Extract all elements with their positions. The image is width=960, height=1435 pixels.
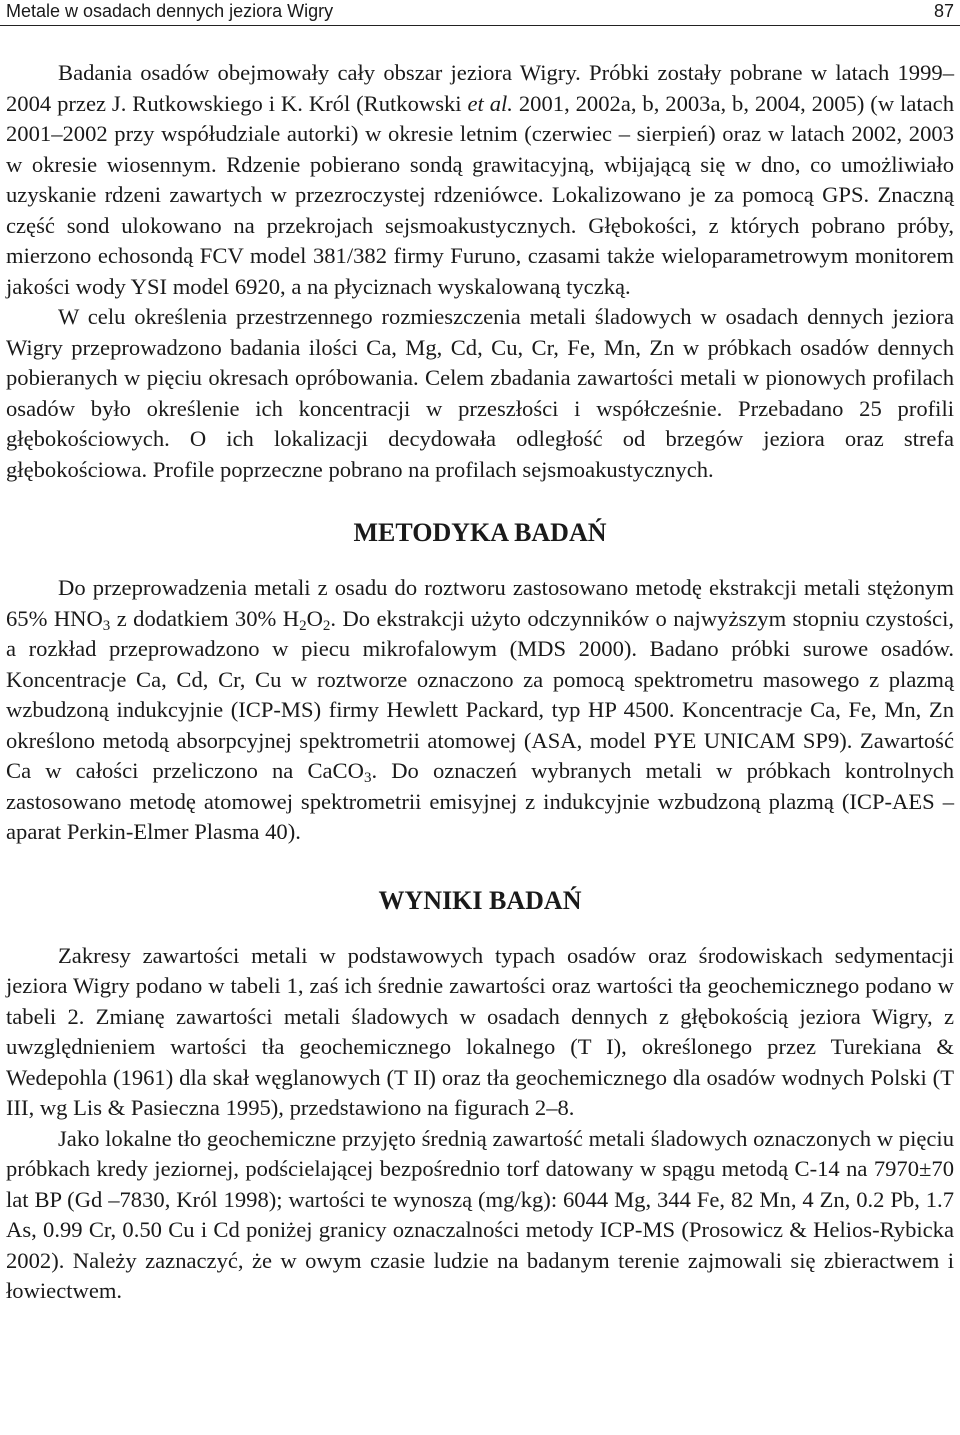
wyniki-paragraph-2: Jako lokalne tło geochemiczne przyjęto średnią zawartość metali śladowych oznaczonych w pięciu próbkach kredy jeziornej, podścielającej bezpośrednio torf datowany w spągu metodą C-14 na 7970±70 lat BP (Gd –7830, Król 1998); wartości te wynoszą (mg/kg): 6044 Mg, 344 Fe, 82 Mn, 4 Zn, 0.2 Pb, 1.7 As, 0.99 Cr, 0.50 Cu i Cd poniżej granicy oznaczalności metody ICP-MS (Prosowicz & Helios-Rybicka 2002). Należy zaznaczyć, że w owym czasie ludzie na badanym terenie zajmowali się zbieractwem i łowiectwem.: [6, 1125, 954, 1303]
running-header: [0, 0, 960, 26]
text-run: O: [306, 605, 323, 631]
text-run: z dodatkiem 30% H: [110, 605, 300, 631]
subscript: 3: [102, 617, 111, 634]
page-number: 87: [933, 1, 954, 21]
text-run: 2001, 2002a, b, 2003a, b, 2004, 2005) (w latach 2001–2002 przy współudziale autorki) w okresie letnim (czerwiec – sierpień) oraz w latach 2002, 2003 w okresie wiosennym. Rdzenie pobierano sondą grawitacyjną, wbijającą się w dno, co umożliwiało uzyskanie rdzeni zawartych w przezroczystej rdzeniówce. Lokalizowano je za pomocą GPS. Znaczną część sond ulokowano na przekrojach sejsmoakustycznych. Głębokości, z których pobrano próby, mierzono echosondą FCV model 381/382 firmy Furuno, czasami także wieloparametrowym monitorem jakości wody YSI model 6920, a na płyciznach wyskalowaną tyczką.: [6, 90, 954, 299]
subscript: 2: [322, 617, 331, 634]
subscript: 2: [299, 617, 307, 634]
text-run: . Do ekstrakcji użyto odczynników o najwyższym stopniu czystości, a rozkład przeprowadzono w piecu mikrofalowym (MDS 2000). Badano próbki surowe osadów. Koncentracje Ca, Cd, Cr, Cu w roztworze oznaczono za pomocą spektrometru masowego z plazmą wzbudzoną indukcyjnie (ICP-MS) firmy Hewlett Packard, typ HP 4500. Koncentracje Ca, Fe, Mn, Zn określono metodą absorpcyjnej spektrometrii atomowej (ASA, model PYE UNICAM SP9). Zawartość Ca w całości przeliczono na CaCO: [6, 605, 954, 783]
section-heading-wyniki: WYNIKI BADAŃ: [378, 885, 582, 915]
text-run: Do przeprowadzenia metali z osadu do roztworu zastosowano metodę ekstrakcji metali stężonym 65% HNO: [6, 575, 954, 631]
text-run: . Do oznaczeń wybranych metali w próbkach kontrolnych zastosowano metodę atomowej spektrometrii emisyjnej z indukcyjnie wzbudzoną plazmą (ICP-AES – aparat Perkin-Elmer Plasma 40).: [6, 758, 954, 844]
intro-paragraph-1: [6, 58, 954, 302]
section-heading-metodyka: METODYKA BADAŃ: [353, 518, 607, 547]
citation-etal: et al.: [467, 90, 513, 116]
page-body: [6, 58, 954, 1307]
running-title: Metale w osadach dennych jeziora Wigry: [6, 1, 334, 21]
metodyka-paragraph-1: [6, 573, 954, 848]
text-run: Badania osadów obejmowały cały obszar jeziora Wigry. Próbki zostały pobrane w latach 1999–2004 przez J. Rutkowskiego i K. Król (Rutkowski: [6, 60, 954, 116]
subscript: 3: [363, 769, 372, 786]
wyniki-paragraph-1: Zakresy zawartości metali w podstawowych typach osadów oraz środowiskach sedymentacji jeziora Wigry podano w tabeli 1, zaś ich średnie zawartości oraz wartości tła geochemicznego podano w tabeli 2. Zmianę zawartości metali śladowych w osadach dennych z głębokością jeziora Wigry, z uwzględnieniem wartości tła geochemicznego lokalnego (T I), określonego przez Turekiana & Wedepohla (1961) dla skał węglanowych (T II) oraz tła geochemicznego dla osadów wodnych Polski (T III, wg Lis & Pasieczna 1995), przedstawiono na figurach 2–8.: [6, 942, 954, 1120]
intro-paragraph-2: W celu określenia przestrzennego rozmieszczenia metali śladowych w osadach dennych jeziora Wigry przeprowadzono badania ilości Ca, Mg, Cd, Cu, Cr, Fe, Mn, Zn w próbkach osadów dennych pobieranych w pięciu okresach opróbowania. Celem zbadania zawartości metali w pionowych profilach osadów było określenie ich koncentracji w przeszłości i współcześnie. Przebadano 25 profili głębokościowych. O ich lokalizacji decydowała odległość od brzegów jeziora oraz strefa głębokościowa. Profile poprzeczne pobrano na profilach sejsmoakustycznych.: [6, 304, 954, 482]
